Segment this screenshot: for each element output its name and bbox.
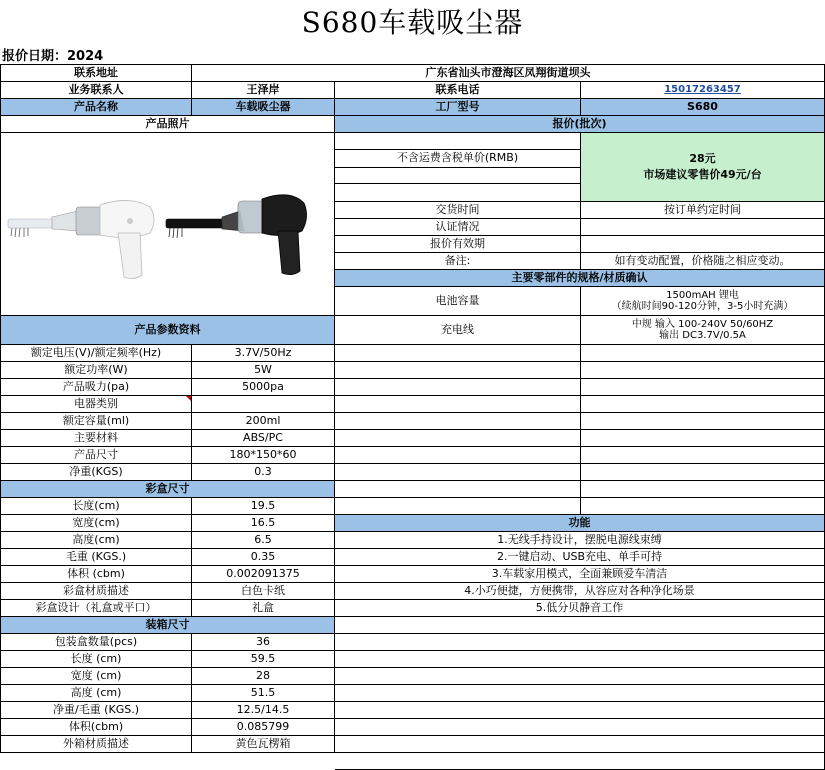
phone-link[interactable]: 15017263457 xyxy=(664,84,741,96)
carton-header: 装箱尺寸 xyxy=(0,617,335,634)
giftbox-label: 毛重 (KGS.) xyxy=(0,549,192,566)
empty-cell xyxy=(335,396,581,413)
carton-label: 高度 (cm) xyxy=(0,685,192,702)
carton-label: 宽度 (cm) xyxy=(0,668,192,685)
price-header: 报价(批次) xyxy=(335,116,825,133)
empty-cell xyxy=(581,481,825,498)
giftbox-value: 礼盒 xyxy=(192,600,335,617)
model-value: S680 xyxy=(581,99,825,116)
empty-cell xyxy=(335,668,825,685)
param-label: 产品尺寸 xyxy=(0,447,192,464)
empty-cell xyxy=(335,464,581,481)
param-label: 电器类别 xyxy=(0,396,192,413)
carton-value: 51.5 xyxy=(192,685,335,702)
empty-cell xyxy=(581,362,825,379)
black-vacuum-image xyxy=(166,195,307,275)
term-value xyxy=(581,236,825,253)
giftbox-value: 16.5 xyxy=(192,515,335,532)
empty-cell xyxy=(581,379,825,396)
model-label: 工厂型号 xyxy=(335,99,581,116)
features-header: 功能 xyxy=(335,515,825,532)
empty-cell xyxy=(581,396,825,413)
carton-value: 36 xyxy=(192,634,335,651)
empty-cell xyxy=(581,464,825,481)
carton-value: 0.085799 xyxy=(192,719,335,736)
param-value: 200ml xyxy=(192,413,335,430)
empty-cell xyxy=(335,651,825,668)
phone-label: 联系电话 xyxy=(335,82,581,99)
empty-cell xyxy=(335,345,581,362)
part-value: 中规 输入 100-240V 50/60HZ 输出 DC3.7V/0.5A xyxy=(581,316,825,345)
giftbox-label: 彩盒材质描述 xyxy=(0,583,192,600)
product-name: 车载吸尘器 xyxy=(192,99,335,116)
param-label: 主要材料 xyxy=(0,430,192,447)
empty-cell xyxy=(335,498,581,515)
term-value: 如有变动配置，价格随之相应变动。 xyxy=(581,253,825,270)
empty-cell xyxy=(335,736,825,753)
param-value: 5000pa xyxy=(192,379,335,396)
carton-value: 12.5/14.5 xyxy=(192,702,335,719)
param-label: 额定功率(W) xyxy=(0,362,192,379)
empty-cell xyxy=(581,447,825,464)
param-label: 产品吸力(pa) xyxy=(0,379,192,396)
giftbox-header: 彩盒尺寸 xyxy=(0,481,335,498)
empty-cell xyxy=(335,430,581,447)
param-value: 3.7V/50Hz xyxy=(192,345,335,362)
page-title: S680车载吸尘器 xyxy=(301,6,524,39)
comment-marker xyxy=(186,396,191,401)
price-blank-1 xyxy=(335,133,581,150)
empty-cell xyxy=(335,413,581,430)
empty-cell xyxy=(335,617,825,634)
carton-label: 长度 (cm) xyxy=(0,651,192,668)
feature-item: 5.低分贝静音工作 xyxy=(335,600,825,617)
term-label: 交货时间 xyxy=(335,202,581,219)
price-blank-3 xyxy=(335,184,581,202)
param-value xyxy=(192,396,335,413)
feature-item: 1.无线手持设计，摆脱电源线束缚 xyxy=(335,532,825,549)
empty-cell xyxy=(335,753,825,770)
empty-cell xyxy=(335,447,581,464)
empty-cell xyxy=(335,685,825,702)
feature-item: 4.小巧便捷，方便携带，从容应对各种净化场景 xyxy=(335,583,825,600)
empty-cell xyxy=(335,634,825,651)
term-label: 认证情况 xyxy=(335,219,581,236)
part-value: 1500mAH 锂电 （续航时间90-120分钟，3-5小时充满） xyxy=(581,287,825,316)
giftbox-value: 0.002091375 xyxy=(192,566,335,583)
part-label: 电池容量 xyxy=(335,287,581,316)
giftbox-value: 6.5 xyxy=(192,532,335,549)
white-vacuum-image xyxy=(8,200,154,278)
quote-date: 报价日期：2024 xyxy=(2,49,104,64)
empty-cell xyxy=(581,430,825,447)
giftbox-label: 宽度(cm) xyxy=(0,515,192,532)
param-label: 额定容量(ml) xyxy=(0,413,192,430)
carton-value: 28 xyxy=(192,668,335,685)
giftbox-label: 彩盒设计（礼盒或平口） xyxy=(0,600,192,617)
product-name-label: 产品名称 xyxy=(0,99,192,116)
params-header: 产品参数资料 xyxy=(0,316,335,345)
address-label: 联系地址 xyxy=(0,64,192,82)
empty-cell xyxy=(335,719,825,736)
price-blank-2 xyxy=(335,168,581,184)
term-label: 报价有效期 xyxy=(335,236,581,253)
param-label: 额定电压(V)/额定频率(Hz) xyxy=(0,345,192,362)
feature-item: 2.一键启动、USB充电、单手可持 xyxy=(335,549,825,566)
product-photo xyxy=(0,133,334,316)
giftbox-value: 白色卡纸 xyxy=(192,583,335,600)
param-value: ABS/PC xyxy=(192,430,335,447)
empty-cell xyxy=(335,481,581,498)
empty-cell xyxy=(581,345,825,362)
term-value: 按订单约定时间 xyxy=(581,202,825,219)
giftbox-label: 高度(cm) xyxy=(0,532,192,549)
giftbox-label: 体积 (cbm) xyxy=(0,566,192,583)
price-label: 不含运费含税单价(RMB) xyxy=(335,150,581,168)
giftbox-value: 0.35 xyxy=(192,549,335,566)
contact-label: 业务联系人 xyxy=(0,82,192,99)
param-value: 180*150*60 xyxy=(192,447,335,464)
parts-header: 主要零部件的规格/材质确认 xyxy=(335,270,825,287)
photo-header: 产品照片 xyxy=(0,116,335,133)
param-label: 净重(KGS) xyxy=(0,464,192,481)
carton-label: 包装盒数量(pcs) xyxy=(0,634,192,651)
carton-value: 黄色瓦楞箱 xyxy=(192,736,335,753)
giftbox-value: 19.5 xyxy=(192,498,335,515)
carton-label: 净重/毛重 (KGS.) xyxy=(0,702,192,719)
carton-label: 外箱材质描述 xyxy=(0,736,192,753)
empty-cell xyxy=(335,362,581,379)
contact-value: 王泽岸 xyxy=(192,82,335,99)
carton-value: 59.5 xyxy=(192,651,335,668)
param-value: 0.3 xyxy=(192,464,335,481)
term-value xyxy=(581,219,825,236)
phone-cell xyxy=(581,82,825,99)
part-label: 充电线 xyxy=(335,316,581,345)
empty-cell xyxy=(335,702,825,719)
param-value: 5W xyxy=(192,362,335,379)
empty-cell xyxy=(581,498,825,515)
feature-item: 3.车载家用模式，全面兼顾爱车清洁 xyxy=(335,566,825,583)
carton-label: 体积(cbm) xyxy=(0,719,192,736)
price-value: 28元 市场建议零售价49元/台 xyxy=(581,133,825,202)
giftbox-label: 长度(cm) xyxy=(0,498,192,515)
address-value: 广东省汕头市澄海区凤翔街道坝头 xyxy=(192,64,825,82)
term-label: 备注: xyxy=(335,253,581,270)
empty-cell xyxy=(581,413,825,430)
empty-cell xyxy=(335,379,581,396)
